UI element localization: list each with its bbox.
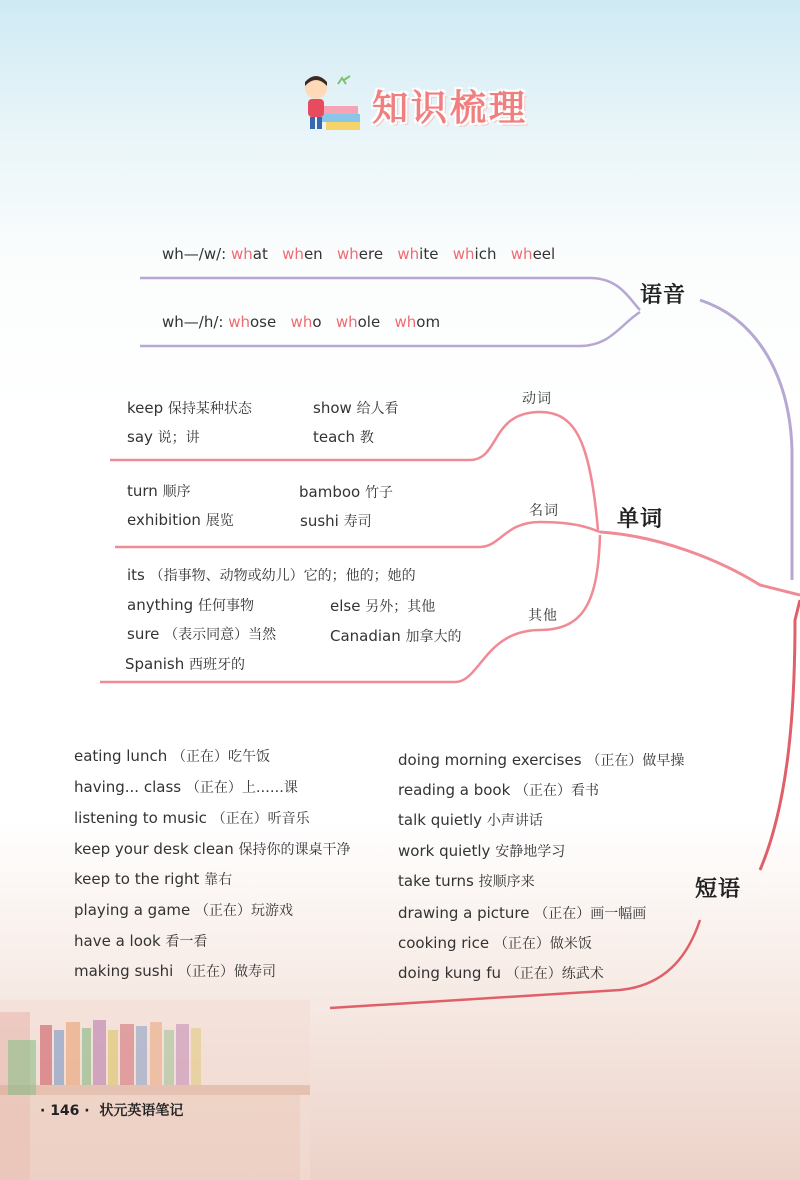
list-item: work quietly 安静地学习	[398, 842, 566, 860]
list-item: take turns 按顺序来	[398, 872, 535, 890]
list-item: sure （表示同意）当然	[127, 625, 277, 643]
phonics-word: what	[230, 245, 268, 263]
phonics-word: which	[452, 245, 497, 263]
list-item: eating lunch （正在）吃午饭	[74, 747, 270, 765]
sub-branch-others: 其他	[528, 608, 558, 624]
bookshelf-decoration-icon	[0, 1000, 310, 1180]
phonics-word: who	[290, 313, 322, 331]
sub-branch-nouns: 名词	[529, 503, 559, 519]
list-item: doing kung fu （正在）练武术	[398, 964, 604, 982]
phonics-prefix: wh—/w/:	[162, 245, 231, 263]
phonics-prefix: wh—/h/:	[162, 313, 229, 331]
page-footer	[40, 1100, 183, 1120]
page-number: · 146 ·	[40, 1103, 90, 1119]
phonics-word: whom	[394, 313, 441, 331]
list-item: bamboo 竹子	[299, 483, 393, 501]
list-item: exhibition 展览	[127, 511, 234, 529]
phonics-word: white	[397, 245, 439, 263]
branch-phrases: 短语	[695, 877, 742, 902]
list-item: cooking rice （正在）做米饭	[398, 934, 592, 952]
branch-words: 单词	[617, 507, 664, 532]
list-item: having... class （正在）上……课	[74, 778, 298, 796]
list-item: listening to music （正在）听音乐	[74, 809, 310, 827]
list-item: drawing a picture （正在）画一幅画	[398, 904, 647, 922]
list-item: its （指事物、动物或幼儿）它的；他的；她的	[127, 566, 416, 584]
list-item: talk quietly 小声讲话	[398, 811, 543, 829]
phonics-word: when	[282, 245, 323, 263]
list-item: have a look 看一看	[74, 932, 208, 950]
list-item: sushi 寿司	[300, 512, 372, 530]
list-item: teach 教	[313, 428, 374, 446]
phonics-wh-h	[162, 313, 440, 331]
phonics-word: wheel	[510, 245, 556, 263]
list-item: say 说；讲	[127, 428, 200, 446]
list-item: doing morning exercises （正在）做早操	[398, 751, 685, 769]
list-item: else 另外；其他	[330, 597, 436, 615]
list-item: show 给人看	[313, 399, 399, 417]
list-item: anything 任何事物	[127, 596, 254, 614]
phonics-word: whose	[228, 313, 277, 331]
list-item: Spanish 西班牙的	[125, 655, 246, 673]
list-item: keep to the right 靠右	[74, 870, 233, 888]
list-item: turn 顺序	[127, 482, 191, 500]
branch-phonics: 语音	[640, 283, 687, 308]
phonics-word: where	[337, 245, 384, 263]
list-item: making sushi （正在）做寿司	[74, 962, 277, 980]
list-item: keep 保持某种状态	[127, 399, 252, 417]
list-item: keep your desk clean 保持你的课桌干净	[74, 840, 351, 858]
sub-branch-verbs: 动词	[522, 391, 552, 407]
list-item: reading a book （正在）看书	[398, 781, 600, 799]
list-item: playing a game （正在）玩游戏	[74, 901, 294, 919]
page-title: 知识梳理	[372, 88, 529, 129]
list-item: Canadian 加拿大的	[330, 627, 462, 645]
book-title: 状元英语笔记	[99, 1103, 184, 1119]
phonics-word: whole	[335, 313, 381, 331]
phonics-wh-w	[162, 245, 555, 263]
